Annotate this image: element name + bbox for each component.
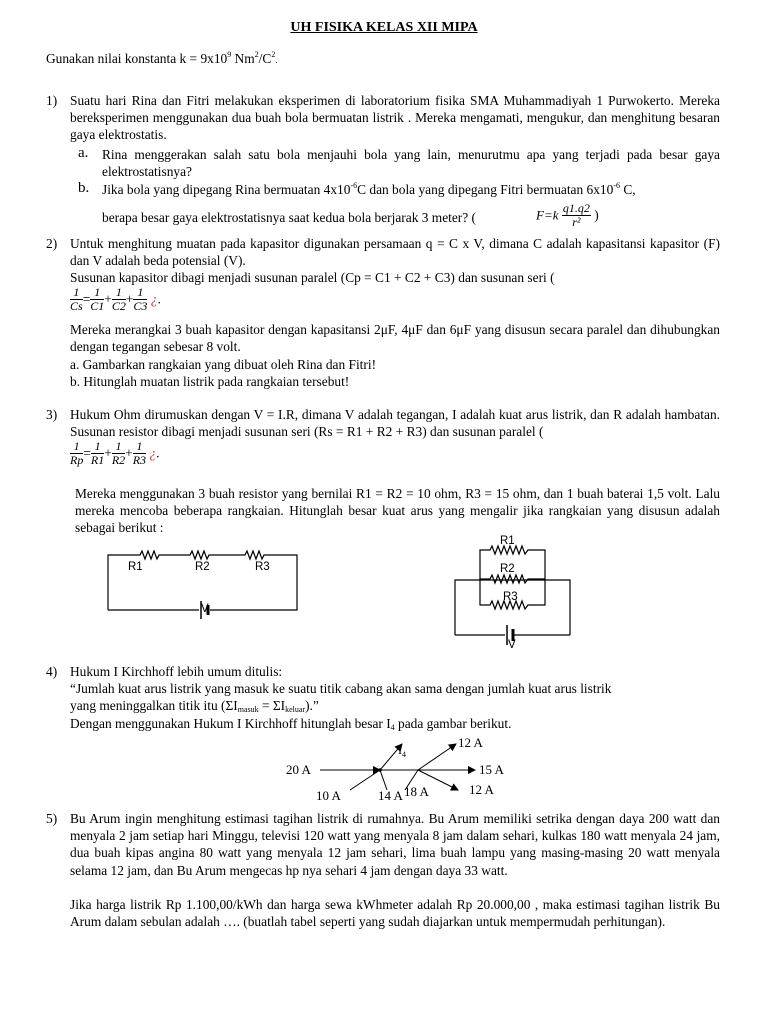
q4-text1: Hukum I Kirchhoff lebih umum ditulis:: [70, 664, 283, 679]
q2-text3: Mereka merangkai 3 buah kapasitor dengan kapasitansi 2μF, 4μF dan 6μF yang disusun secara paralel dan dihubungkan dengan tegangan sebesar 8 volt.: [70, 322, 720, 355]
series-capacitor-formula: $\frac{1}{Cs}$ = $\frac{1}{C1}$ + $\frac{1}{C2}$ + $\frac{1}{C3}$ ¿.: [70, 285, 161, 313]
q1-number: 1): [46, 93, 58, 108]
q4-number: 4): [46, 664, 58, 679]
q1a-text: Rina menggerakan salah satu bola menjauhi bola yang lain, menurutmu apa yang terjadi pada besar gaya elektrostatisnya?: [102, 147, 720, 180]
q5-text2: Jika harga listrik Rp 1.100,00/kWh dan harga sewa kWhmeter adalah Rp 20.000,00 , maka estimasi tagihan listrik Bu Arum dalam sebulan adalah …. (buatlah tabel seperti yang sudah diajarkan untuk mempermudah perhitungan).: [70, 897, 720, 930]
coulomb-formula: F=k $\frac{q1.q2}{\text{r²}}$ ): [536, 201, 599, 229]
q3-text1: Hukum Ohm dirumuskan dengan V = I.R, dimana V adalah tegangan, I adalah kuat arus listrik, dan R adalah hambatan. Susunan resistor dibagi menjadi susunan seri (Rs = R1 + R2 + R3) dan susunan paralel (: [70, 407, 720, 440]
q2-text1: Untuk menghitung muatan pada kapasitor digunakan persamaan q = C x V, dimana C adalah kapasitansi kapasitor (F) dan V adalah beda potensial (V).: [70, 236, 720, 269]
q1b-text: Jika bola yang dipegang Rina bermuatan $4x10^{-6}C$ dan bola yang dipegang Fitri bermuatan $6x10^{-6}$ C,: [102, 181, 636, 197]
current-out-12a-bottom: 12 A: [469, 782, 494, 797]
parallel-r3-label: R3: [503, 591, 518, 603]
q3-text2: Mereka menggunakan 3 buah resistor yang bernilai R1 = R2 = 10 ohm, R3 = 15 ohm, dan 1 buah baterai 1,5 volt. Lalu mereka mencoba beberapa rangkaian. Hitunglah besar kuat arus yang mengalir jika rangkaian yang disusun adalah sebagai berikut :: [75, 486, 720, 536]
q4-quote-line2: yang meninggalkan titik itu $(\Sigma I_{masuk} = \Sigma I_{keluar})$.”: [70, 698, 319, 714]
q1-text: Suatu hari Rina dan Fitri melakukan eksperimen di laboratorium fisika SMA Muhammadiyah 1 Purwokerto. Mereka bereksperimen menggunakan dua buah bola bermuatan listrik . Mereka mengamati, mengukur, dan menghitung besaran gaya elektrostatis.: [70, 93, 720, 143]
series-r3-label: R3: [255, 561, 270, 573]
page-title: UH FISIKA KELAS XII MIPA: [290, 20, 478, 35]
q5-number: 5): [46, 811, 58, 826]
q1b-label: b.: [78, 180, 90, 196]
parallel-r1-label: R1: [500, 535, 515, 547]
kirchhoff-junction-diagram: [280, 732, 515, 804]
current-in-14a: 14 A: [378, 788, 403, 803]
parallel-r2-label: R2: [500, 563, 515, 575]
q3-number: 3): [46, 407, 58, 422]
q2-text2: Susunan kapasitor dibagi menjadi susunan paralel (Cp = C1 + C2 + C3) dan susunan seri (: [70, 270, 555, 285]
kirchhoff-junction-node: [378, 768, 382, 772]
current-out-12a-top: 12 A: [458, 735, 483, 750]
q4-text3: Dengan menggunakan Hukum I Kirchhoff hitunglah besar $I_4$ pada gambar berikut.: [70, 716, 512, 732]
q2a-text: a. Gambarkan rangkaian yang dibuat oleh Rina dan Fitri!: [70, 357, 377, 372]
series-v-label: V: [201, 603, 209, 615]
current-in-10a: 10 A: [316, 788, 341, 803]
q5-text1: Bu Arum ingin menghitung estimasi tagihan listrik di rumahnya. Bu Arum memiliki setrika dengan daya 200 watt dan menyala 2 jam setiap hari Minggu, televisi 120 watt yang menyala 8 jam dalam sehari, kulkas 180 watt menyala 24 jam, dua buah kipas angina 80 watt yang menyala 12 jam sehari, lima buah lampu yang masing-masing 20 watt menyala selama 12 jam, dan Bu Arum mengecas hp nya sehari 4 jam dengan daya 33 watt.: [70, 811, 720, 878]
current-in-20a: 20 A: [286, 762, 311, 777]
constant-note: Gunakan nilai konstanta $k = 9x10^9$ $Nm^2/C^2$.: [46, 50, 278, 66]
current-i4-label: $I_4$: [398, 743, 406, 759]
current-out-15a: 15 A: [479, 762, 504, 777]
parallel-v-label: V: [508, 639, 516, 651]
parallel-circuit-diagram: [450, 530, 580, 655]
parallel-resistor-formula: $\frac{1}{Rp}$ = $\frac{1}{R1}$ + $\frac{1}{R2}$ + $\frac{1}{R3}$ ¿.: [70, 439, 160, 467]
q1a-label: a.: [78, 145, 89, 161]
series-r1-label: R1: [128, 561, 143, 573]
series-r2-label: R2: [195, 561, 210, 573]
q1b-text-line2: berapa besar gaya elektrostatisnya saat kedua bola berjarak 3 meter? (: [102, 210, 477, 225]
current-in-18a: 18 A: [404, 784, 429, 799]
q4-quote-line1: “Jumlah kuat arus listrik yang masuk ke suatu titik cabang akan sama dengan jumlah kuat arus listrik: [70, 681, 612, 696]
q2b-text: b. Hitunglah muatan listrik pada rangkaian tersebut!: [70, 374, 350, 389]
q2-number: 2): [46, 236, 58, 251]
